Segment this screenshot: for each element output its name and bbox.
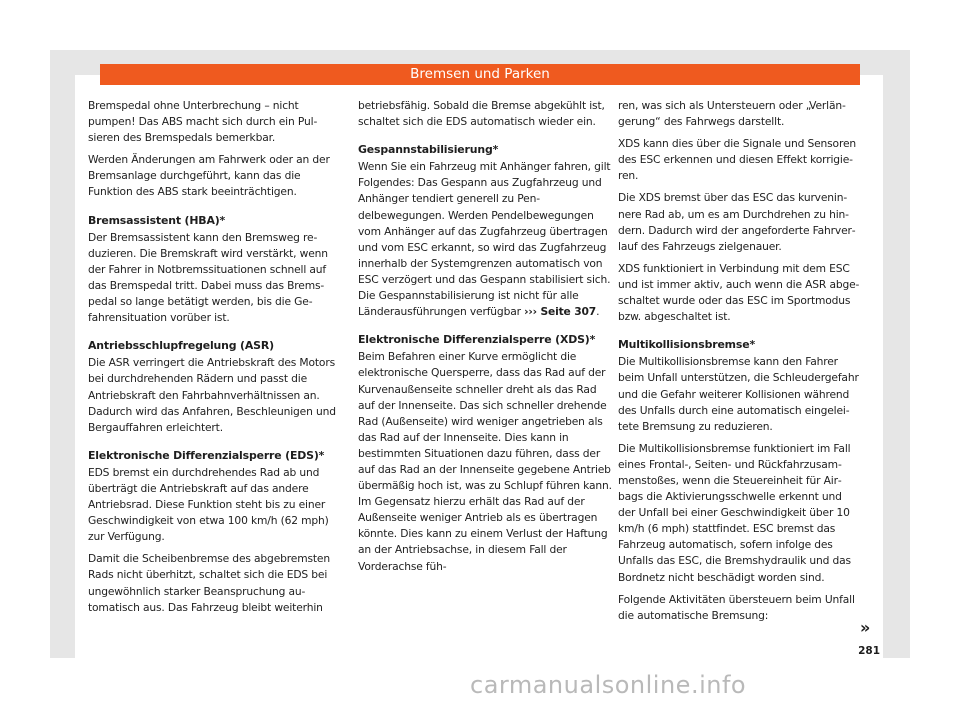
heading-hba: Bremsassistent (HBA)*: [88, 213, 226, 227]
column-1: [88, 98, 344, 622]
paragraph: betriebsfähig. Sobald die Bremse abgekühlt ist, schaltet sich die EDS automatisch wieder ein.: [358, 99, 605, 129]
heading-xds: Elektronische Differenzialsperre (XDS)*: [358, 333, 596, 347]
column-3: [618, 98, 862, 630]
continued-arrow-icon: »: [860, 618, 871, 637]
paragraph: Die Multikollisionsbremse kann den Fahrer beim Unfall unterstützen, die Schleudergefahr und die Gefahr weiterer Kollisionen während des Unfalls durch eine automatisch eingeleitete Bremsung zu reduzieren.: [618, 355, 859, 433]
paragraph: EDS bremst ein durchdrehendes Rad ab und überträgt die Antriebskraft auf das andere Antriebsrad. Diese Funktion steht bis zu einer Geschwindigkeit von etwa 100 km/h (62 mph) zur Verfügung.: [88, 465, 329, 544]
paragraph: Beim Befahren einer Kurve ermöglicht die elektronische Quersperre, dass das Rad auf der Kurvenaußenseite schneller dreht als das Rad auf der Innenseite. Das sich schneller drehende Rad (Außenseite) wird weniger angetrieben als das Rad auf der Innenseite. Dies kann in bestimmten Situationen dazu führen, dass der auf das Rad an der Innenseite gegebene Antrieb übermäßig hoch ist, was zu Schlupf führen kann. Im Gegensatz hierzu erhält das Rad auf der Außenseite weniger Antrieb als es übertragen könnte. Dies kann zu einem Verlust der Haftung an der Antriebsachse, in diesem Fall der Vorderachse füh-: [358, 350, 612, 573]
paragraph: Bremspedal ohne Unterbrechung – nicht pumpen! Das ABS macht sich durch ein Pulsieren des Bremspedals bemerkbar.: [88, 99, 318, 145]
paragraph: Die Multikollisionsbremse funktioniert im Fall eines Frontal-, Seiten- und Rückfahrzusammenstoßes, wenn die Steuereinheit für Airbags die Aktivierungsschwelle erkennt und der Unfall bei einer Geschwindigkeit über 10 km/h (6 mph) stattfindet. ESC bremst das Fahrzeug automatisch, sofern infolge des Unfalls das ESC, die Bremshydraulik und das Bordnetz nicht beschädigt worden sind.: [618, 441, 851, 584]
paragraph: Werden Änderungen am Fahrwerk oder an der Bremsanlage durchgeführt, kann das die Funktion des ABS stark beeinträchtigen.: [88, 153, 330, 199]
paragraph: XDS kann dies über die Signale und Sensoren des ESC erkennen und diesen Effekt korrigieren.: [618, 137, 857, 183]
paragraph: Folgende Aktivitäten übersteuern beim Unfall die automatische Bremsung:: [618, 592, 855, 622]
paragraph: Die XDS bremst über das ESC das kurveninnere Rad ab, um es am Durchdrehen zu hindern. Dadurch wird der angeforderte Fahrverlauf des Fahrzeugs zielgenauer.: [618, 191, 856, 253]
section-header: Bremsen und Parken: [100, 64, 860, 85]
page-reference-link[interactable]: ››› Seite 307: [524, 305, 597, 319]
page-number: 281: [858, 645, 880, 657]
heading-eds: Elektronische Differenzialsperre (EDS)*: [88, 448, 325, 462]
column-2: [358, 98, 614, 581]
paragraph: XDS funktioniert in Verbindung mit dem ESC und ist immer aktiv, auch wenn die ASR abgeschaltet wurde oder das ESC im Sportmodus bzw. abgeschaltet ist.: [618, 261, 860, 324]
paragraph-text: Wenn Sie ein Fahrzeug mit Anhänger fahren, gilt Folgendes: Das Gespann aus Zugfahrzeug und Anhänger tendiert generell zu Pendelbewegungen. Werden Pendelbewegungen vom Anhänger auf das Zugfahrzeug übertragen und vom ESC erkannt, so wird das Zugfahrzeug innerhalb der Systemgrenzen automatisch von ESC verzögert und das Gespann stabilisiert sich. Die Gespannstabilisierung ist nicht für alle Länderausführungen verfügbar: [358, 160, 611, 319]
heading-gespannstabilisierung: Gespannstabilisierung*: [358, 143, 499, 157]
paragraph: Damit die Scheibenbremse des abgebremsten Rads nicht überhitzt, schaltet sich die EDS bei ungewöhnlich starker Beanspruchung automatisch aus. Das Fahrzeug bleibt weiterhin: [88, 552, 330, 614]
heading-multikollisionsbremse: Multikollisionsbremse*: [618, 338, 755, 352]
heading-asr: Antriebsschlupfregelung (ASR): [88, 339, 274, 353]
paragraph-end: .: [596, 305, 600, 319]
paragraph: ren, was sich als Untersteuern oder „Verlängerung“ des Fahrwegs darstellt.: [618, 99, 846, 129]
paragraph: Die ASR verringert die Antriebskraft des Motors bei durchdrehenden Rädern und passt die Antriebskraft den Fahrbahnverhältnissen an. Dadurch wird das Anfahren, Beschleunigen und Bergauffahren erleichtert.: [88, 356, 336, 434]
watermark: carmanualsonline.info: [470, 671, 747, 699]
paragraph: Der Bremsassistent kann den Bremsweg reduzieren. Die Bremskraft wird verstärkt, wenn der Fahrer in Notbremssituationen schnell auf das Bremspedal tritt. Dabei muss das Bremspedal so lange betätigt werden, bis die Gefahrensituation vorüber ist.: [88, 230, 328, 325]
paragraph: [358, 159, 614, 320]
